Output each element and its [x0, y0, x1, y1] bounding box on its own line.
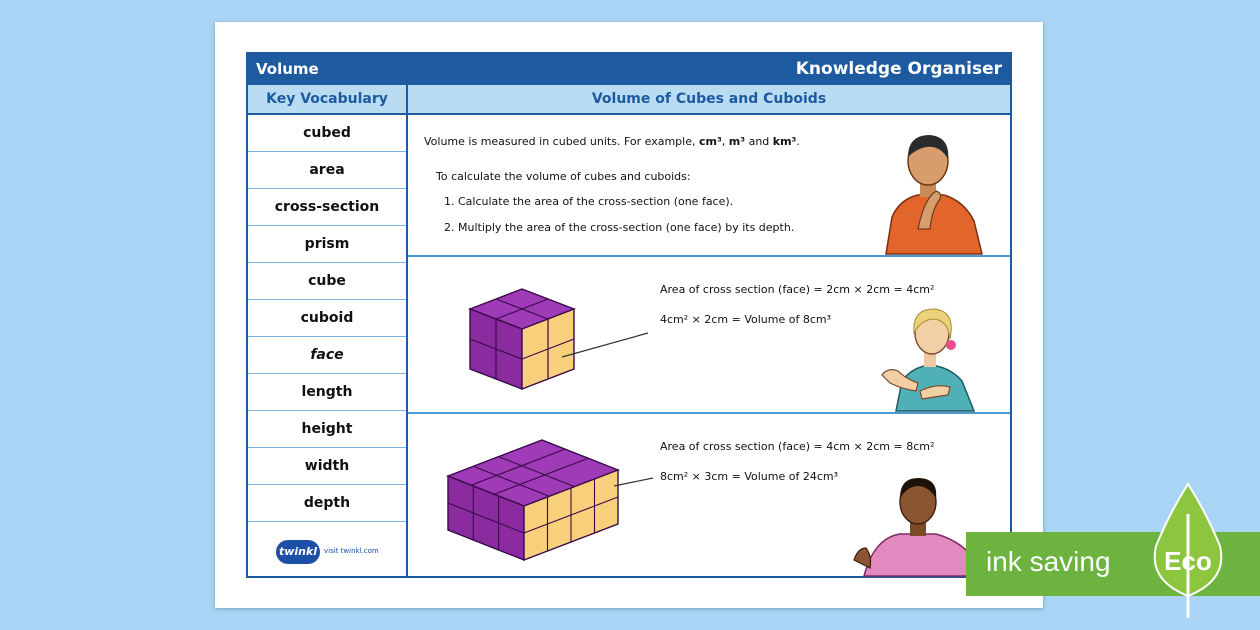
vocabulary-panel: [248, 85, 408, 576]
step-1: 1. Calculate the area of the cross-section (one face).: [444, 195, 734, 208]
intro-sep: and: [745, 135, 773, 148]
intro-section: [408, 115, 1010, 257]
vocab-item: cubed: [248, 115, 406, 152]
vocab-item: length: [248, 374, 406, 411]
intro-prefix: Volume is measured in cubed units. For example,: [424, 135, 699, 148]
vocab-item: area: [248, 152, 406, 189]
intro-text: [424, 135, 800, 148]
vocab-item: cuboid: [248, 300, 406, 337]
boy-illustration: [878, 129, 988, 254]
main-panel: [408, 85, 1010, 576]
logo-brand: twinkl: [276, 540, 320, 564]
vocab-item: cross-section: [248, 189, 406, 226]
intro-suffix: .: [796, 135, 800, 148]
vocab-item: depth: [248, 485, 406, 522]
unit-m: m³: [728, 135, 746, 148]
unit-km: km³: [772, 135, 797, 148]
cuboid-diagram: [448, 440, 623, 560]
topic-title: Volume: [256, 60, 319, 78]
document-title: Knowledge Organiser: [795, 59, 1002, 79]
unit-cm: cm³: [698, 135, 722, 148]
main-heading: Volume of Cubes and Cuboids: [408, 85, 1010, 115]
vocab-item: prism: [248, 226, 406, 263]
ink-saving-label: ink saving: [986, 546, 1111, 577]
example-2-line-2: 8cm² × 3cm = Volume of 24cm³: [660, 470, 839, 483]
title-bar: [248, 54, 1010, 85]
vocabulary-heading: Key Vocabulary: [248, 85, 406, 115]
step-2: 2. Multiply the area of the cross-section (one face) by its depth.: [444, 221, 795, 234]
example-2-line-1: Area of cross section (face) = 4cm × 2cm = 8cm²: [660, 440, 935, 453]
vocab-item: cube: [248, 263, 406, 300]
girl-illustration: [876, 305, 986, 411]
example-2-section: [408, 414, 1010, 576]
knowledge-organiser: [246, 52, 1012, 578]
example-1-line-1: Area of cross section (face) = 2cm × 2cm = 4cm²: [660, 283, 935, 296]
example-1-section: [408, 257, 1010, 414]
intro-sep: ,: [721, 135, 729, 148]
vocab-item: height: [248, 411, 406, 448]
vocab-item: width: [248, 448, 406, 485]
leaf-icon: [1148, 484, 1228, 618]
logo-url: visit twinkl.com: [324, 547, 379, 555]
example-1-line-2: 4cm² × 2cm = Volume of 8cm³: [660, 313, 832, 326]
eco-tag: Eco: [1164, 546, 1212, 576]
twinkl-logo: [276, 540, 386, 566]
steps-heading: To calculate the volume of cubes and cuboids:: [436, 170, 691, 183]
cube-diagram: [470, 289, 580, 389]
vocab-item: face: [248, 337, 406, 374]
